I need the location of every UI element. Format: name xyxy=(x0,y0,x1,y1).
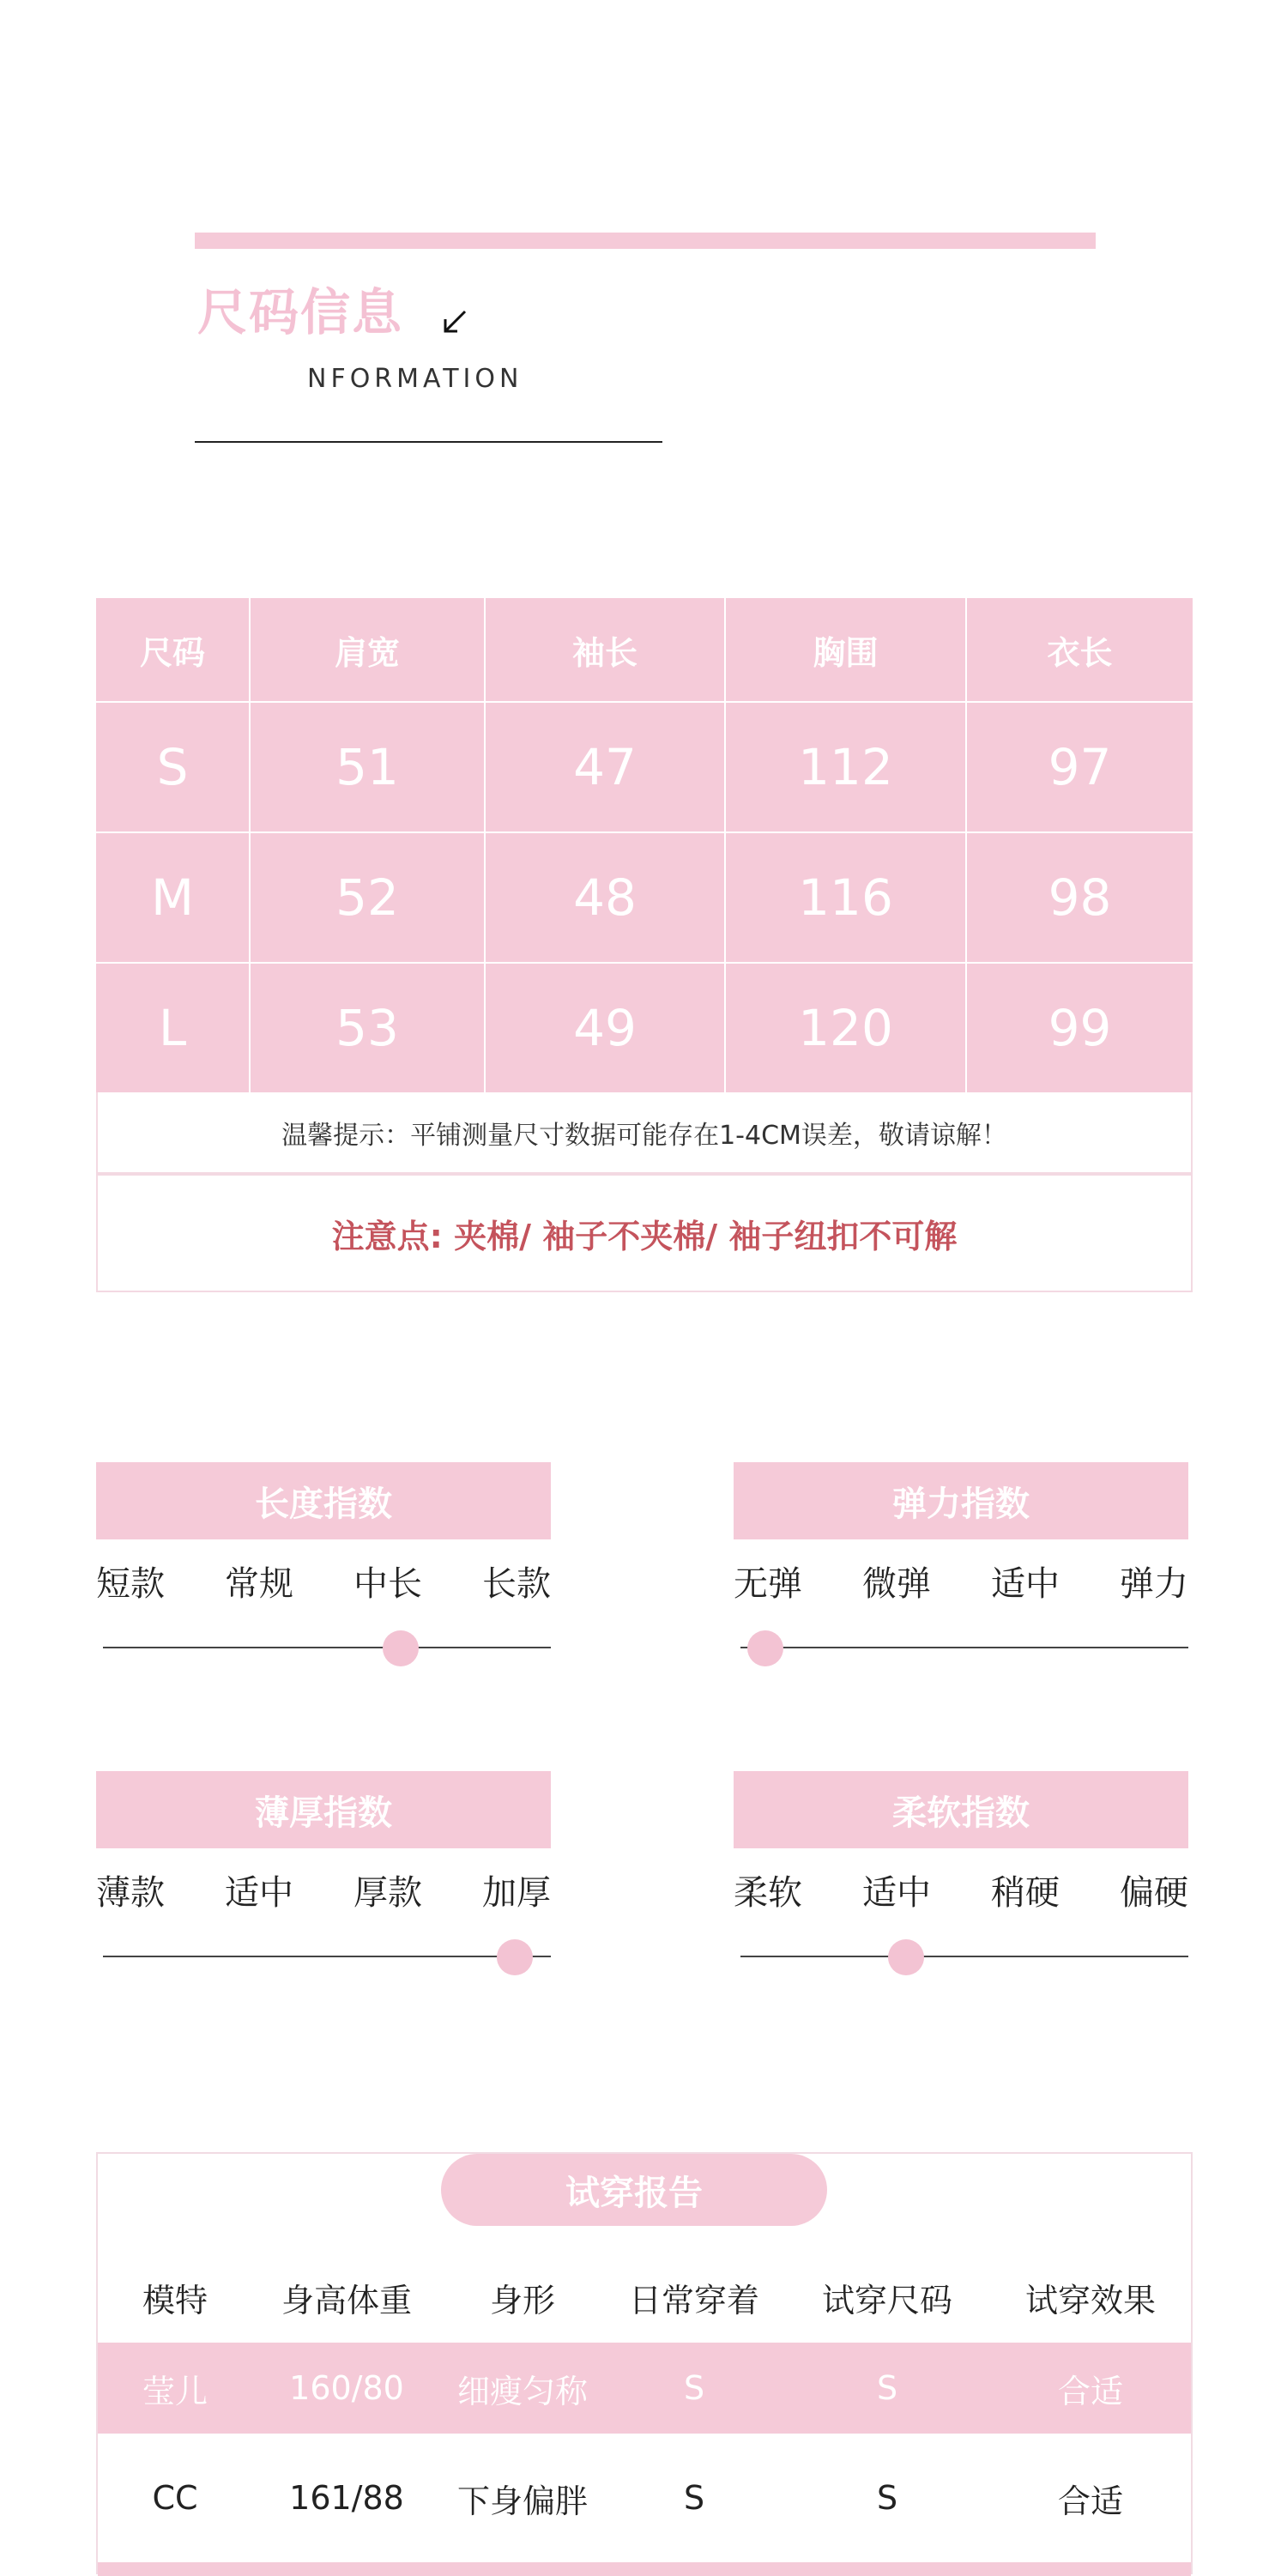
scale-marker xyxy=(747,1630,783,1666)
top-decor-bar xyxy=(195,233,1096,249)
scale-line xyxy=(740,1956,1188,1957)
elasticity-index-scale xyxy=(734,1630,1188,1665)
scale-marker xyxy=(497,1939,533,1975)
scale-line xyxy=(740,1647,1188,1648)
height-weight-column-header: 身高体重 xyxy=(281,2281,412,2319)
model-column-header: 模特 xyxy=(142,2281,208,2319)
index-option: 长款 xyxy=(482,1564,551,1604)
table-cell: 160/80 xyxy=(289,2369,404,2407)
softness-index-scale xyxy=(734,1939,1188,1974)
index-option: 厚款 xyxy=(353,1873,422,1913)
attention-note: 注意点: 夹棉/ 袖子不夹棉/ 袖子纽扣不可解 xyxy=(96,1174,1193,1292)
table-cell: M xyxy=(96,831,249,962)
daily-size-column-header: 日常穿着 xyxy=(628,2281,759,2319)
table-cell: 下身偏胖 xyxy=(456,2482,588,2520)
thickness-index-title: 薄厚指数 xyxy=(96,1771,551,1848)
table-cell: S xyxy=(683,2479,705,2517)
table-cell: S xyxy=(683,2369,705,2407)
table-row xyxy=(98,2343,1191,2434)
index-option: 短款 xyxy=(96,1564,165,1604)
table-cell: 116 xyxy=(724,831,965,962)
arrow-down-left-icon xyxy=(438,305,472,339)
index-option: 加厚 xyxy=(482,1873,551,1913)
elasticity-index-options xyxy=(734,1563,1188,1605)
table-cell: 53 xyxy=(249,962,484,1092)
index-option: 偏硬 xyxy=(1120,1873,1188,1913)
fit-result-column-header: 试穿效果 xyxy=(1024,2281,1156,2319)
table-cell: 49 xyxy=(484,962,724,1092)
softness-index xyxy=(734,1771,1188,1974)
title-underline xyxy=(195,441,662,443)
table-cell: 51 xyxy=(249,701,484,831)
index-option: 适中 xyxy=(862,1873,931,1913)
table-cell: 52 xyxy=(249,831,484,962)
table-cell: L xyxy=(96,962,249,1092)
fitting-report xyxy=(96,2152,1193,2574)
index-option: 无弹 xyxy=(734,1564,802,1604)
table-cell: 细瘦匀称 xyxy=(456,2372,588,2410)
table-cell: 48 xyxy=(484,831,724,962)
table-cell: 98 xyxy=(965,831,1193,962)
elasticity-index-title: 弹力指数 xyxy=(734,1462,1188,1539)
table-row xyxy=(98,2434,1191,2562)
table-cell: 161/88 xyxy=(289,2479,404,2517)
length-index-scale xyxy=(96,1630,551,1665)
table-cell: 47 xyxy=(484,701,724,831)
thickness-index-options xyxy=(96,1872,551,1914)
length-index-title: 长度指数 xyxy=(96,1462,551,1539)
report-title: 试穿报告 xyxy=(441,2154,827,2226)
table-cell: S xyxy=(876,2369,898,2407)
sleeve-column-header: 袖长 xyxy=(484,598,724,701)
table-cell: 99 xyxy=(965,962,1193,1092)
index-option: 稍硬 xyxy=(991,1873,1060,1913)
length-index-options xyxy=(96,1563,551,1605)
index-option: 薄款 xyxy=(96,1873,165,1913)
index-option: 适中 xyxy=(225,1873,293,1913)
table-cell: 合适 xyxy=(1057,2372,1123,2410)
index-option: 常规 xyxy=(225,1564,293,1604)
page-title: 尺码信息 xyxy=(197,283,404,342)
table-cell: 120 xyxy=(724,962,965,1092)
page-subtitle: NFORMATION xyxy=(307,364,523,394)
chest-column-header: 胸围 xyxy=(724,598,965,701)
shoulder-column-header: 肩宽 xyxy=(249,598,484,701)
length-column-header: 衣长 xyxy=(965,598,1193,701)
table-cell: 莹儿 xyxy=(142,2372,208,2410)
size-column-header: 尺码 xyxy=(139,633,205,672)
elasticity-index xyxy=(734,1462,1188,1665)
size-table xyxy=(96,598,1193,1292)
table-cell: 112 xyxy=(724,701,965,831)
table-cell: 合适 xyxy=(1057,2482,1123,2520)
thickness-index-scale xyxy=(96,1939,551,1974)
length-index xyxy=(96,1462,551,1665)
measurement-tip: 温馨提示：平铺测量尺寸数据可能存在1-4CM误差，敬请谅解！ xyxy=(96,1092,1193,1174)
size-grid xyxy=(96,598,1193,1092)
tried-size-column-header: 试穿尺码 xyxy=(821,2281,952,2319)
softness-index-title: 柔软指数 xyxy=(734,1771,1188,1848)
index-option: 中长 xyxy=(353,1564,422,1604)
table-cell: 97 xyxy=(965,701,1193,831)
index-option: 柔软 xyxy=(734,1873,802,1913)
table-cell: S xyxy=(876,2479,898,2517)
thickness-index xyxy=(96,1771,551,1974)
table-cell: S xyxy=(96,701,249,831)
index-option: 微弹 xyxy=(862,1564,931,1604)
scale-line xyxy=(103,1647,551,1648)
body-shape-column-header: 身形 xyxy=(489,2281,555,2319)
index-option: 弹力 xyxy=(1120,1564,1188,1604)
report-header-row xyxy=(98,2250,1191,2344)
index-option: 适中 xyxy=(991,1564,1060,1604)
softness-index-options xyxy=(734,1872,1188,1914)
scale-marker xyxy=(888,1939,924,1975)
scale-marker xyxy=(383,1630,419,1666)
table-cell: CC xyxy=(152,2479,198,2517)
scale-line xyxy=(103,1956,551,1957)
